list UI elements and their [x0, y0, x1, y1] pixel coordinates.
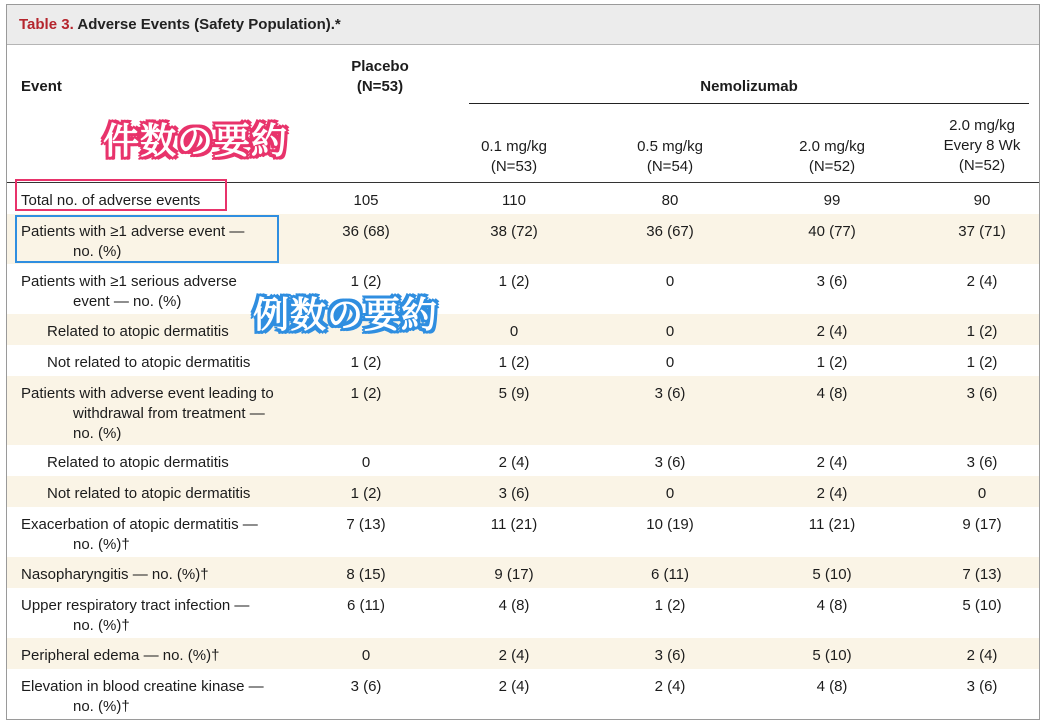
placebo-n: (N=53)	[356, 78, 404, 95]
cell-dose-0-1: 1 (2)	[498, 273, 530, 290]
row-label: Nasopharyngitis — no. (%)†	[21, 566, 209, 583]
cell-dose-0-5: 36 (67)	[646, 223, 694, 240]
cell-dose-2-0: 11 (21)	[808, 516, 856, 533]
cell-dose-2-0-q8wk: 37 (71)	[958, 223, 1006, 240]
column-header-event: Event	[21, 78, 62, 95]
table-row-total-events	[7, 183, 1039, 214]
table-number: Table 3.	[19, 16, 74, 33]
dose-label: 0.5 mg/kg	[637, 138, 703, 155]
row-label: Elevation in blood creatine kinase — no. (%)†	[21, 678, 264, 715]
cell-dose-0-1: 2 (4)	[498, 678, 530, 695]
cell-dose-0-1: 9 (17)	[494, 566, 534, 583]
dose-label: 2.0 mg/kg	[949, 117, 1015, 134]
column-header-placebo	[325, 57, 435, 97]
cell-dose-0-1: 4 (8)	[498, 597, 530, 614]
placebo-label: Placebo	[351, 58, 409, 75]
table-row-serious-ae	[7, 264, 1039, 314]
cell-dose-2-0-q8wk: 9 (17)	[962, 516, 1002, 533]
row-label: Patients with ≥1 serious adverse event — no. (%)	[21, 273, 237, 310]
cell-placebo: 105	[353, 192, 379, 209]
cell-dose-0-5: 1 (2)	[654, 597, 686, 614]
table-row-ck-elevation	[7, 669, 1039, 720]
cell-placebo: 3 (6)	[350, 678, 382, 695]
cell-dose-0-5: 10 (19)	[646, 516, 694, 533]
annotation-event-count-summary: 件数の要約	[103, 121, 289, 162]
cell-dose-2-0: 2 (4)	[816, 323, 848, 340]
cell-dose-2-0: 1 (2)	[816, 354, 848, 371]
group-header-rule	[469, 103, 1029, 104]
cell-dose-2-0-q8wk: 3 (6)	[966, 385, 998, 402]
cell-placebo: 1 (2)	[350, 485, 382, 502]
dose-n: (N=54)	[646, 158, 694, 175]
cell-dose-2-0-q8wk: 3 (6)	[966, 454, 998, 471]
row-label: Not related to atopic dermatitis	[47, 485, 251, 502]
cell-dose-0-1: 2 (4)	[498, 454, 530, 471]
column-header-dose-2-0	[762, 137, 902, 177]
table-row-urti	[7, 588, 1039, 638]
cell-dose-2-0: 4 (8)	[816, 678, 848, 695]
table-row-withdrawal-related-ad	[7, 445, 1039, 476]
cell-dose-0-1: 5 (9)	[498, 385, 530, 402]
cell-dose-0-5: 0	[665, 273, 675, 290]
dose-n: (N=52)	[808, 158, 856, 175]
cell-placebo: 36 (68)	[342, 223, 390, 240]
cell-placebo: 1 (2)	[350, 273, 382, 290]
row-label: Patients with ≥1 adverse event — no. (%)	[21, 223, 245, 260]
cell-placebo: 0	[361, 454, 371, 471]
cell-dose-2-0-q8wk: 90	[973, 192, 991, 209]
cell-dose-2-0: 99	[823, 192, 841, 209]
cell-dose-0-5: 0	[665, 354, 675, 371]
cell-placebo: 0	[361, 647, 371, 664]
cell-dose-2-0-q8wk: 1 (2)	[966, 354, 998, 371]
cell-dose-0-5: 6 (11)	[650, 566, 690, 583]
column-header-dose-0-1	[444, 137, 584, 177]
cell-dose-0-5: 2 (4)	[654, 678, 686, 695]
cell-dose-0-1: 38 (72)	[490, 223, 538, 240]
table-row-peripheral-edema	[7, 638, 1039, 669]
table-frame	[6, 4, 1040, 720]
row-label: Upper respiratory tract infection — no. (%)†	[21, 597, 250, 634]
cell-dose-0-5: 0	[665, 485, 675, 502]
row-label: Not related to atopic dermatitis	[47, 354, 251, 371]
dose-label: 2.0 mg/kg	[799, 138, 865, 155]
cell-dose-0-1: 110	[502, 192, 526, 209]
cell-placebo: 6 (11)	[346, 597, 386, 614]
dose-n: (N=53)	[490, 158, 538, 175]
table-title-text: Adverse Events (Safety Population).*	[73, 16, 341, 33]
cell-placebo: 1 (2)	[350, 385, 382, 402]
annotation-patient-count-summary: 例数の要約	[253, 295, 439, 336]
dose-n: (N=52)	[958, 157, 1006, 174]
cell-dose-2-0-q8wk: 7 (13)	[962, 566, 1002, 583]
cell-placebo: 1 (2)	[350, 354, 382, 371]
table-row-withdrawal-not-related-ad	[7, 476, 1039, 507]
table-row-patients-any-ae	[7, 214, 1039, 264]
table-row-exacerbation-ad	[7, 507, 1039, 557]
table-row-nasopharyngitis	[7, 557, 1039, 588]
row-label: Related to atopic dermatitis	[47, 454, 229, 471]
cell-dose-0-1: 11 (21)	[490, 516, 538, 533]
table-row-serious-related-ad	[7, 314, 1039, 345]
cell-dose-2-0-q8wk: 0	[977, 485, 987, 502]
cell-dose-2-0: 5 (10)	[812, 566, 852, 583]
cell-dose-2-0-q8wk: 5 (10)	[962, 597, 1002, 614]
cell-placebo: 7 (13)	[346, 516, 386, 533]
cell-dose-0-1: 0	[509, 323, 519, 340]
cell-dose-2-0: 5 (10)	[812, 647, 852, 664]
column-header-dose-2-0-q8wk	[912, 116, 1040, 176]
row-label: Total no. of adverse events	[21, 192, 201, 209]
cell-dose-2-0: 4 (8)	[816, 385, 848, 402]
cell-dose-2-0: 40 (77)	[808, 223, 856, 240]
row-label: Peripheral edema — no. (%)†	[21, 647, 220, 664]
cell-dose-0-5: 80	[661, 192, 679, 209]
cell-dose-0-5: 3 (6)	[654, 385, 686, 402]
cell-dose-2-0: 4 (8)	[816, 597, 848, 614]
cell-dose-2-0: 3 (6)	[816, 273, 848, 290]
cell-dose-0-5: 0	[665, 323, 675, 340]
cell-dose-0-1: 3 (6)	[498, 485, 530, 502]
cell-dose-0-1: 1 (2)	[498, 354, 530, 371]
table-title	[7, 5, 1039, 45]
row-label: Patients with adverse event leading to withdrawal from treatment — no. (%)	[21, 385, 274, 442]
cell-dose-2-0-q8wk: 2 (4)	[966, 273, 998, 290]
cell-dose-2-0-q8wk: 3 (6)	[966, 678, 998, 695]
table-row-ae-withdrawal	[7, 376, 1039, 445]
cell-dose-2-0: 2 (4)	[816, 485, 848, 502]
cell-dose-0-5: 3 (6)	[654, 454, 686, 471]
table-row-serious-not-related-ad	[7, 345, 1039, 376]
cell-dose-2-0-q8wk: 2 (4)	[966, 647, 998, 664]
group-header-nemolizumab: Nemolizumab	[700, 78, 798, 95]
row-label: Related to atopic dermatitis	[47, 323, 229, 340]
cell-dose-0-5: 3 (6)	[654, 647, 686, 664]
dose-frequency: Every 8 Wk	[943, 137, 1021, 154]
cell-dose-2-0-q8wk: 1 (2)	[966, 323, 998, 340]
dose-label: 0.1 mg/kg	[481, 138, 547, 155]
cell-dose-2-0: 2 (4)	[816, 454, 848, 471]
cell-placebo: 8 (15)	[346, 566, 386, 583]
row-label: Exacerbation of atopic dermatitis — no. (%)†	[21, 516, 258, 553]
cell-dose-0-1: 2 (4)	[498, 647, 530, 664]
column-header-dose-0-5	[600, 137, 740, 177]
